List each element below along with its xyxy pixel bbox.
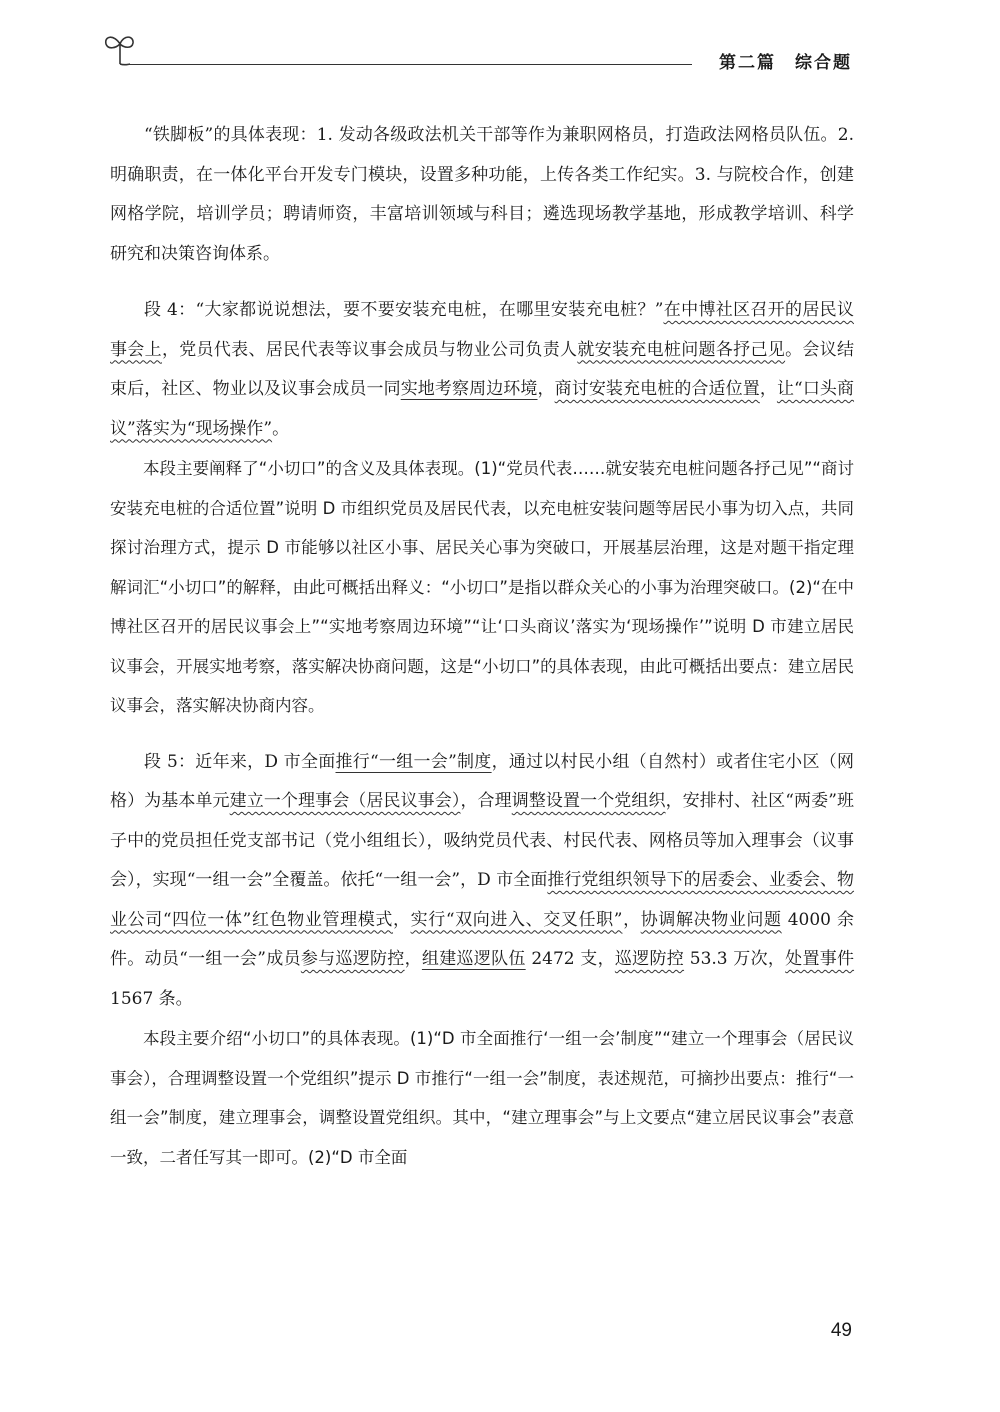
paragraph-iron-feet: “铁脚板”的具体表现：1. 发动各级政法机关干部等作为兼职网格员，打造政法网格员队伍。2. 明确职责，在一体化平台开发专门模块，设置多种功能，上传各类工作纪实。3. 与院校合作，创建网格学院，培训学员；聘请师资，丰富培训领域与科目；遴选现场教学基地，形成教学培训、科学研究和决策咨询体系。	[110, 125, 854, 264]
sprout-icon	[100, 28, 140, 68]
underlined-phrase: 推行“一组一会”制度	[335, 751, 492, 772]
page-number: 49	[830, 1320, 852, 1341]
section-title: 第二篇 综合题	[719, 53, 852, 73]
paragraph-section-4: 段 4：“大家都说说想法，要不要安装充电桩，在哪里安装充电桩？”在中博社区召开的居民议事会上，党员代表、居民代表等议事会成员与物业公司负责人就安装充电桩问题各抒己见。会议结束后，社区、物业以及议事会成员一同实地考察周边环境，商讨安装充电桩的合适位置，让“口头商议”落实为“现场操作”。	[110, 300, 855, 439]
header-rule	[122, 64, 692, 65]
underlined-phrase: 协调解决物业问题	[640, 909, 782, 930]
underlined-phrase: 实地考察周边环境	[400, 379, 538, 399]
page-header	[100, 28, 852, 78]
analysis-section-4: 本段主要阐释了“小切口”的含义及具体表现。(1)“党员代表……就安装充电桩问题各抒己见”“商讨安装充电桩的合适位置”说明 D 市组织党员及居民代表，以充电桩安装问题等居民小事为切入点，共同探讨治理方式，提示 D 市能够以社区小事、居民关心事为突破口，开展基层治理，这是对题干指定理解词汇“小切口”的解释，由此可概括出释义：“小切口”是指以群众关心的小事为治理突破口。(2)“在中博社区召开的居民议事会上”“实地考察周边环境”“让‘口头商议’落实为‘现场操作’”说明 D 市建立居民议事会，开展实地考察，落实解决协商问题，这是“小切口”的具体表现，由此可概括出要点：建立居民议事会，落实解决协商内容。	[110, 459, 854, 715]
underlined-phrase: 调整设置一个党组织	[511, 791, 666, 811]
underlined-phrase: 实行“双向进入、交叉任职”	[410, 909, 623, 930]
underlined-phrase: 就安装充电桩问题各抒己见	[577, 339, 786, 360]
underlined-phrase: 组建巡逻队伍	[421, 949, 526, 969]
underlined-phrase: 建立一个理事会（居民议事会）	[229, 791, 461, 811]
page-body	[110, 116, 854, 1177]
underlined-phrase: 处置事件	[785, 949, 855, 969]
underlined-phrase: 在中博社区召开的居民议事会上	[110, 300, 854, 360]
underlined-phrase: 参与巡逻防控	[300, 949, 405, 969]
underlined-phrase: 推行党组织领导下的居委会、业委会、物业公司“四位一体”红色物业管理模式	[110, 870, 855, 930]
underlined-phrase: 让“口头商议”落实为“现场操作”	[110, 379, 855, 439]
paragraph-section-5: 段 5：近年来，D 市全面推行“一组一会”制度，通过以村民小组（自然村）或者住宅小区（网格）为基本单元建立一个理事会（居民议事会），合理调整设置一个党组织，安排村、社区“两委”班子中的党员担任党支部书记（党小组组长），吸纳党员代表、村民代表、网格员等加入理事会（议事会），实现“一组一会”全覆盖。依托“一组一会”，D 市全面推行党组织领导下的居委会、业委会、物业公司“四位一体”红色物业管理模式，实行“双向进入、交叉任职”，协调解决物业问题 4000 余件。动员“一组一会”成员参与巡逻防控，组建巡逻队伍 2472 支，巡逻防控 53.3 万次，处置事件 1567 条。	[110, 751, 855, 1009]
underlined-phrase: 巡逻防控	[614, 949, 685, 969]
underlined-phrase: 商讨安装充电桩的合适位置	[554, 379, 760, 399]
analysis-section-5: 本段主要介绍“小切口”的具体表现。(1)“D 市全面推行‘一组一会’制度”“建立一个理事会（居民议事会），合理调整设置一个党组织”提示 D 市推行“一组一会”制度，表述规范，可摘抄出要点：推行“一组一会”制度，建立理事会，调整设置党组织。其中，“建立理事会”与上文要点“建立居民议事会”表意一致，二者任写其一即可。(2)“D 市全面	[110, 1029, 854, 1167]
